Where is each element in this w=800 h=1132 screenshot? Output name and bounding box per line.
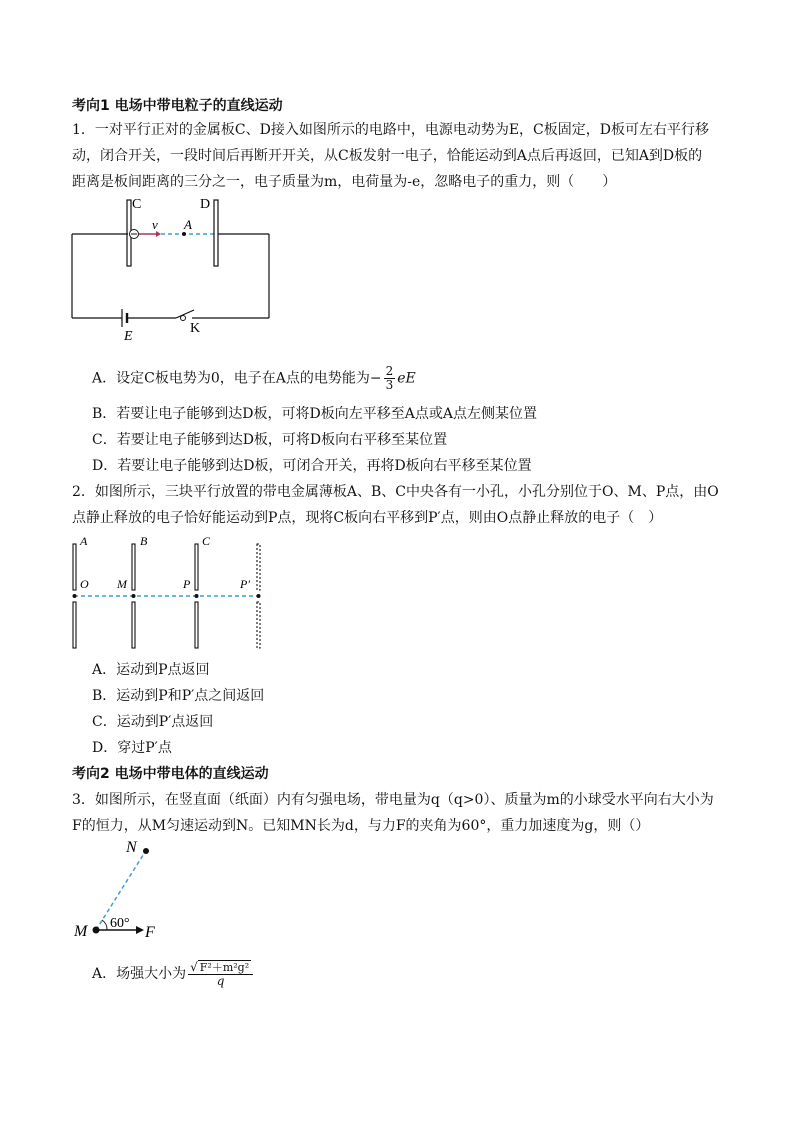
q1-option-c: C．若要让电子能够到达D板，可将D板向右平移至某位置 <box>92 432 448 448</box>
q3-option-a-text: A．场强大小为 <box>92 966 187 982</box>
label-angle: 60° <box>110 916 130 931</box>
q2-option-a: A．运动到P点返回 <box>92 662 210 678</box>
q1-option-a-text: A．设定C板电势为0，电子在A点的电势能为− <box>92 370 382 387</box>
section-heading-2: 考向2 电场中带电体的直线运动 <box>72 766 269 782</box>
plate-c-shifted <box>257 544 260 590</box>
point-p-prime <box>257 594 261 598</box>
q2-option-c: C．运动到P′点返回 <box>92 714 214 730</box>
q1-option-a-denominator: 3 <box>385 378 394 392</box>
label-c: C <box>132 197 142 212</box>
q3-line-1: 3．如图所示，在竖直面（纸面）内有匀强电场，带电量为q（q>0）、质量为m的小球受水平向右大小为 <box>72 792 714 808</box>
q3-option-a-numerator-wrap: √ F²＋m²g² <box>188 960 253 975</box>
label-k: K <box>190 321 201 336</box>
label-d: D <box>200 197 211 212</box>
q2-line-2: 点静止释放的电子恰好能运动到P点，现将C板向右平移到P′点，则由O点静止释放的电子（ ） <box>72 510 663 526</box>
label-a2: A <box>80 534 88 548</box>
q3-option-a-fraction <box>188 960 253 988</box>
plate-b <box>132 544 135 590</box>
q1-circuit-figure <box>66 194 276 344</box>
plate-a <box>73 544 76 590</box>
q2-line-1: 2．如图所示，三块平行放置的带电金属薄板A、B、C中央各有一小孔，小孔分别位于O、M、P点，由O <box>72 484 719 500</box>
label-c3: C <box>202 534 211 548</box>
q3-option-a-numerator: F²＋m²g² <box>199 961 250 974</box>
q1-line-1: 1．一对平行正对的金属板C、D接入如图所示的电路中，电源电动势为E，C板固定，D板可左右平行移 <box>72 122 709 138</box>
q1-option-b: B．若要让电子能够到达D板，可将D板向左平移至A点或A点左侧某位置 <box>92 406 537 422</box>
point-a <box>182 232 186 236</box>
q1-option-d: D．若要让电子能够到达D板，可闭合开关，再将D板向右平移至某位置 <box>92 458 532 474</box>
q2-option-d: D．穿过P′点 <box>92 740 172 756</box>
label-f: F <box>145 924 155 941</box>
point-n <box>143 848 149 854</box>
label-m3: M <box>74 923 88 940</box>
q1-option-a <box>92 365 416 392</box>
q1-option-a-numerator: 2 <box>385 364 394 378</box>
point-o <box>73 594 77 598</box>
label-p-prime: P′ <box>240 577 250 591</box>
q3-option-a <box>92 960 255 988</box>
q1-line-2: 动，闭合开关，一段时间后再断开开关，从C板发射一电子，恰能运动到A点后再返回，已知A到D板的 <box>72 148 703 164</box>
label-p: P <box>183 577 191 591</box>
label-o: O <box>80 577 89 591</box>
q3-line-2: F的恒力，从M匀速运动到N。已知MN长为d，与力F的夹角为60°，重力加速度为g，则（） <box>72 818 650 834</box>
q3-option-a-denominator: q <box>216 974 225 988</box>
q1-option-a-tail: eE <box>397 370 416 387</box>
label-n: N <box>126 839 137 856</box>
label-v: v <box>152 217 158 232</box>
section-heading-1: 考向1 电场中带电粒子的直线运动 <box>72 98 283 114</box>
label-b: B <box>140 534 148 548</box>
label-e: E <box>124 329 133 344</box>
plate-c2 <box>195 544 198 590</box>
label-a: A <box>184 217 192 232</box>
point-m <box>132 594 136 598</box>
label-m: M <box>117 577 127 591</box>
q1-line-3: 距离是板间距离的三分之一，电子质量为m，电荷量为-e，忽略电子的重力，则（ ） <box>72 174 617 190</box>
force-arrow-icon <box>136 926 144 934</box>
point-p <box>195 594 199 598</box>
q3-force-figure <box>70 838 180 948</box>
q2-plates-figure <box>66 532 276 654</box>
q1-option-a-fraction <box>384 365 396 392</box>
q2-option-b: B．运动到P和P′点之间返回 <box>92 688 265 704</box>
plate-d <box>214 200 218 266</box>
